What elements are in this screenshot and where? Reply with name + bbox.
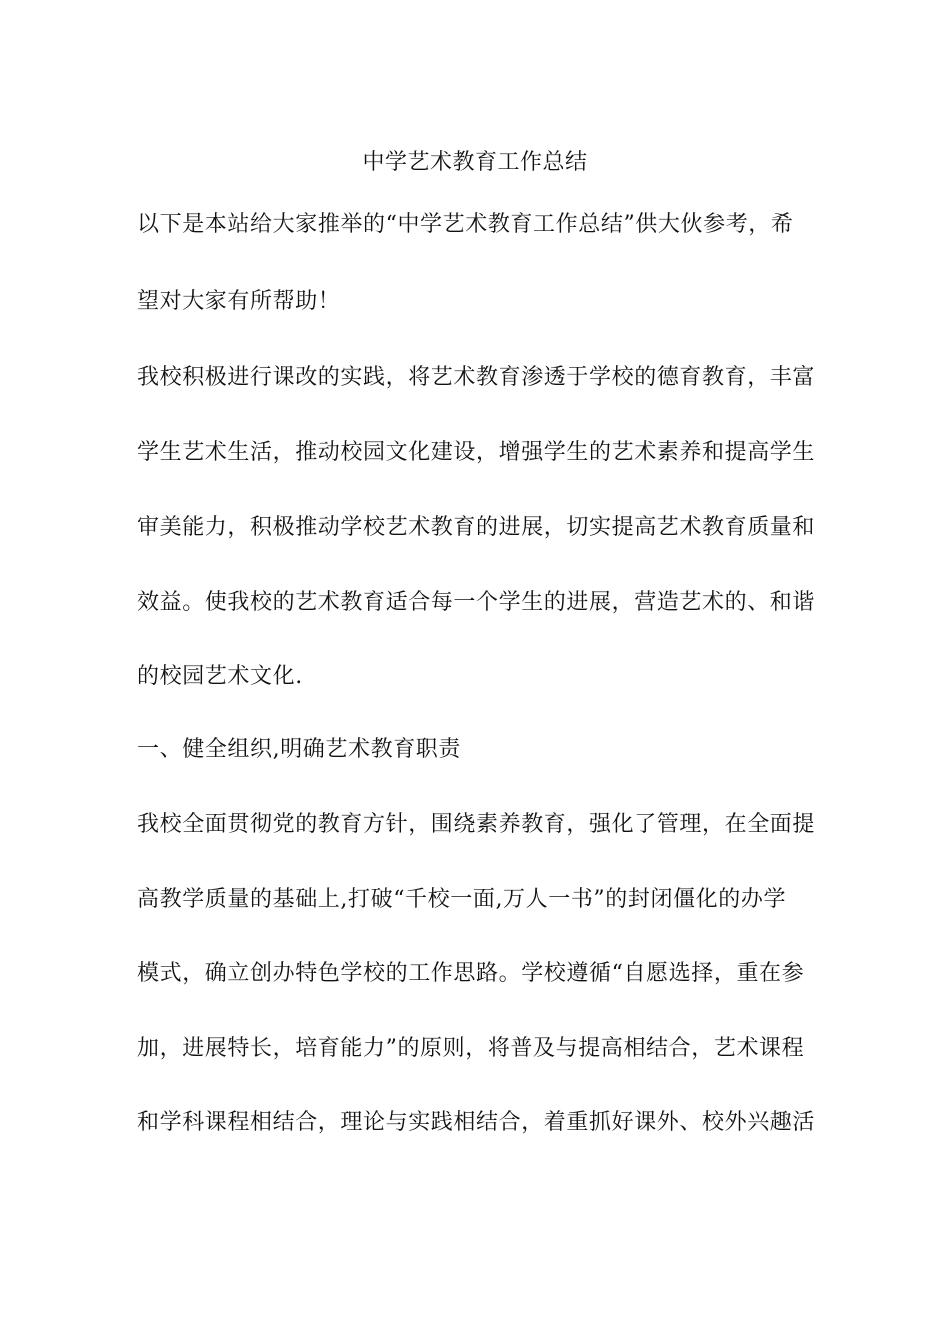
text-line: 我校全面贯彻党的教育方针，围绕素养教育，强化了管理，在全面提 bbox=[137, 812, 816, 837]
text-line: 加，进展特长，培育能力”的原则，将普及与提高相结合，艺术课程 bbox=[137, 1036, 805, 1061]
section-heading: 一、健全组织,明确艺术教育职责 bbox=[137, 737, 461, 762]
text-line: 望对大家有所帮助！ bbox=[137, 289, 341, 314]
text-line: 审美能力，积极推动学校艺术教育的进展，切实提高艺术教育质量和 bbox=[137, 515, 816, 540]
text-line: 效益。使我校的艺术教育适合每一个学生的进展，营造艺术的、和谐 bbox=[137, 590, 816, 615]
text-line: 学生艺术生活，推动校园文化建设，增强学生的艺术素养和提高学生 bbox=[137, 440, 816, 465]
text-line: 我校积极进行课改的实践，将艺术教育渗透于学校的德育教育，丰富 bbox=[137, 365, 816, 390]
text-line: 的校园艺术文化. bbox=[137, 664, 303, 689]
text-line: 和学科课程相结合，理论与实践相结合，着重抓好课外、校外兴趣活 bbox=[137, 1110, 816, 1135]
text-line: 高教学质量的基础上,打破“千校一面,万人一书”的封闭僵化的办学 bbox=[137, 887, 787, 912]
text-line: 模式，确立创办特色学校的工作思路。学校遵循“自愿选择，重在参 bbox=[137, 961, 805, 986]
document-title: 中学艺术教育工作总结 bbox=[362, 150, 588, 175]
text-line: 以下是本站给大家推举的“中学艺术教育工作总结”供大伙参考，希 bbox=[137, 212, 794, 237]
